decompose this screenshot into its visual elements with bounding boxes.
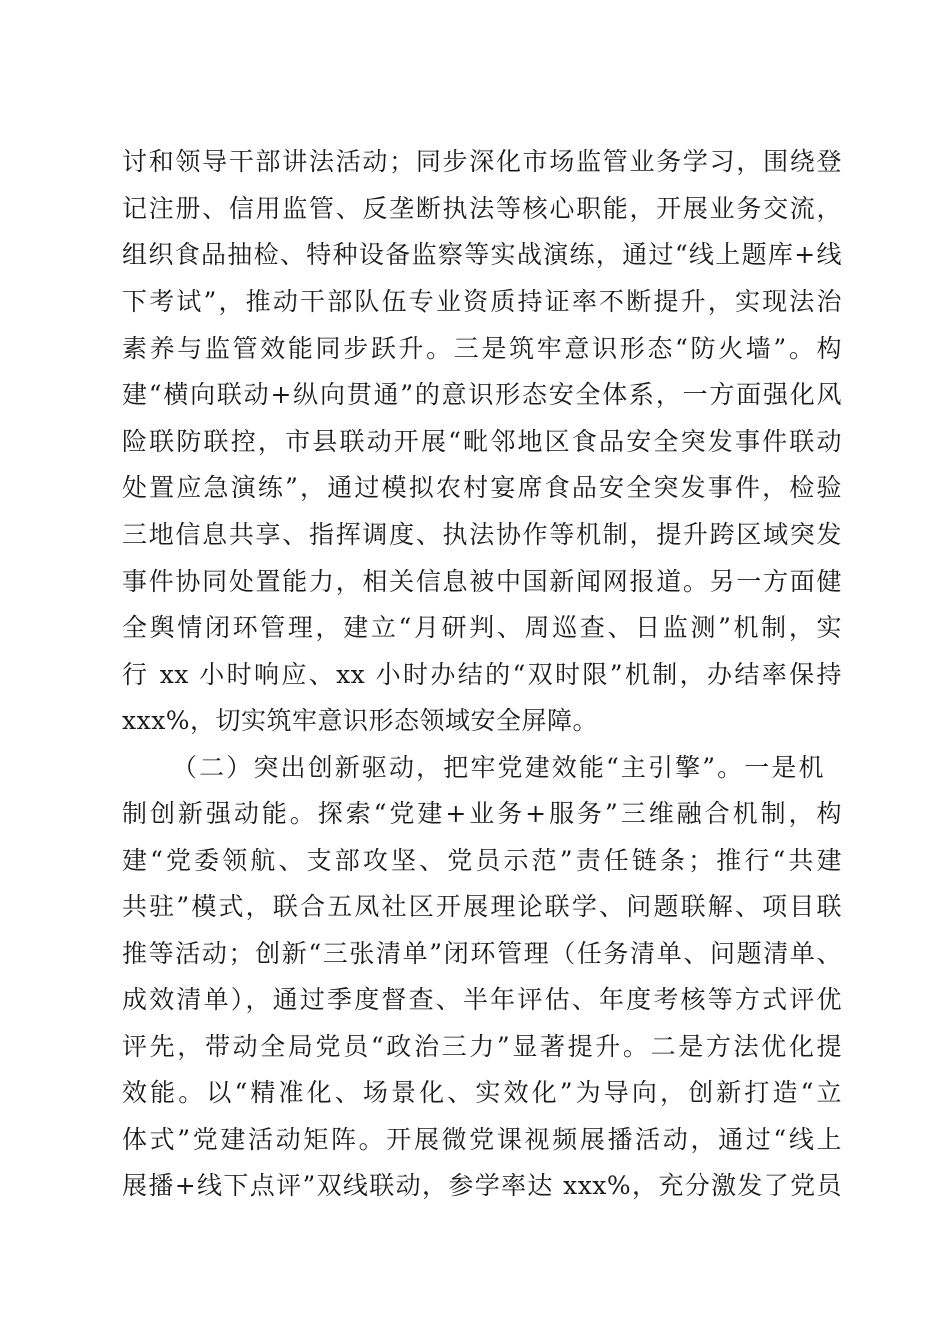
text-line: 三地信息共享、指挥调度、执法协作等机制，提升跨区域突发: [122, 520, 842, 549]
text-line: 成效清单），通过季度督查、半年评估、年度考核等方式评优: [122, 985, 842, 1014]
section-heading-line: （二）突出创新驱动，把牢党建效能“主引擎”。一是机: [172, 753, 824, 782]
text-line: 制创新强动能。探索“党建+业务+服务”三维融合机制，构: [122, 799, 842, 828]
text-line: 建“党委领航、支部攻坚、党员示范”责任链条；推行“共建: [122, 846, 842, 875]
text-line: 体式”党建活动矩阵。开展微党课视频展播活动，通过“线上: [122, 1125, 842, 1154]
text-line: 行 xx 小时响应、xx 小时办结的“双时限”机制，办结率保持: [122, 660, 842, 689]
text-line: 展播+线下点评”双线联动，参学率达 xxx%，充分激发了党员: [122, 1171, 842, 1200]
text-line: 记注册、信用监管、反垄断执法等核心职能，开展业务交流，: [122, 194, 842, 223]
text-line: 效能。以“精准化、场景化、实效化”为导向，创新打造“立: [122, 1078, 842, 1107]
text-line: 评先，带动全局党员“政治三力”显著提升。二是方法优化提: [122, 1032, 842, 1061]
text-line: 事件协同处置能力，相关信息被中国新闻网报道。另一方面健: [122, 567, 842, 596]
text-line: 组织食品抽检、特种设备监察等实战演练，通过“线上题库+线: [122, 240, 842, 269]
text-line: 下考试”，推动干部队伍专业资质持证率不断提升，实现法治: [122, 287, 842, 316]
text-line: 讨和领导干部讲法活动；同步深化市场监管业务学习，围绕登: [122, 147, 842, 176]
text-line: 共驻”模式，联合五凤社区开展理论联学、问题联解、项目联: [122, 892, 842, 921]
text-line: 推等活动；创新“三张清单”闭环管理（任务清单、问题清单、: [122, 939, 842, 968]
text-line: 全舆情闭环管理，建立“月研判、周巡查、日监测”机制，实: [122, 613, 842, 642]
text-line: 处置应急演练”，通过模拟农村宴席食品安全突发事件，检验: [122, 473, 842, 502]
text-line: 素养与监管效能同步跃升。三是筑牢意识形态“防火墙”。构: [122, 334, 842, 363]
text-line: 建“横向联动+纵向贯通”的意识形态安全体系，一方面强化风: [122, 380, 842, 409]
text-line: 险联防联控，市县联动开展“毗邻地区食品安全突发事件联动: [122, 427, 842, 456]
text-line: xxx%，切实筑牢意识形态领域安全屏障。: [122, 706, 599, 735]
